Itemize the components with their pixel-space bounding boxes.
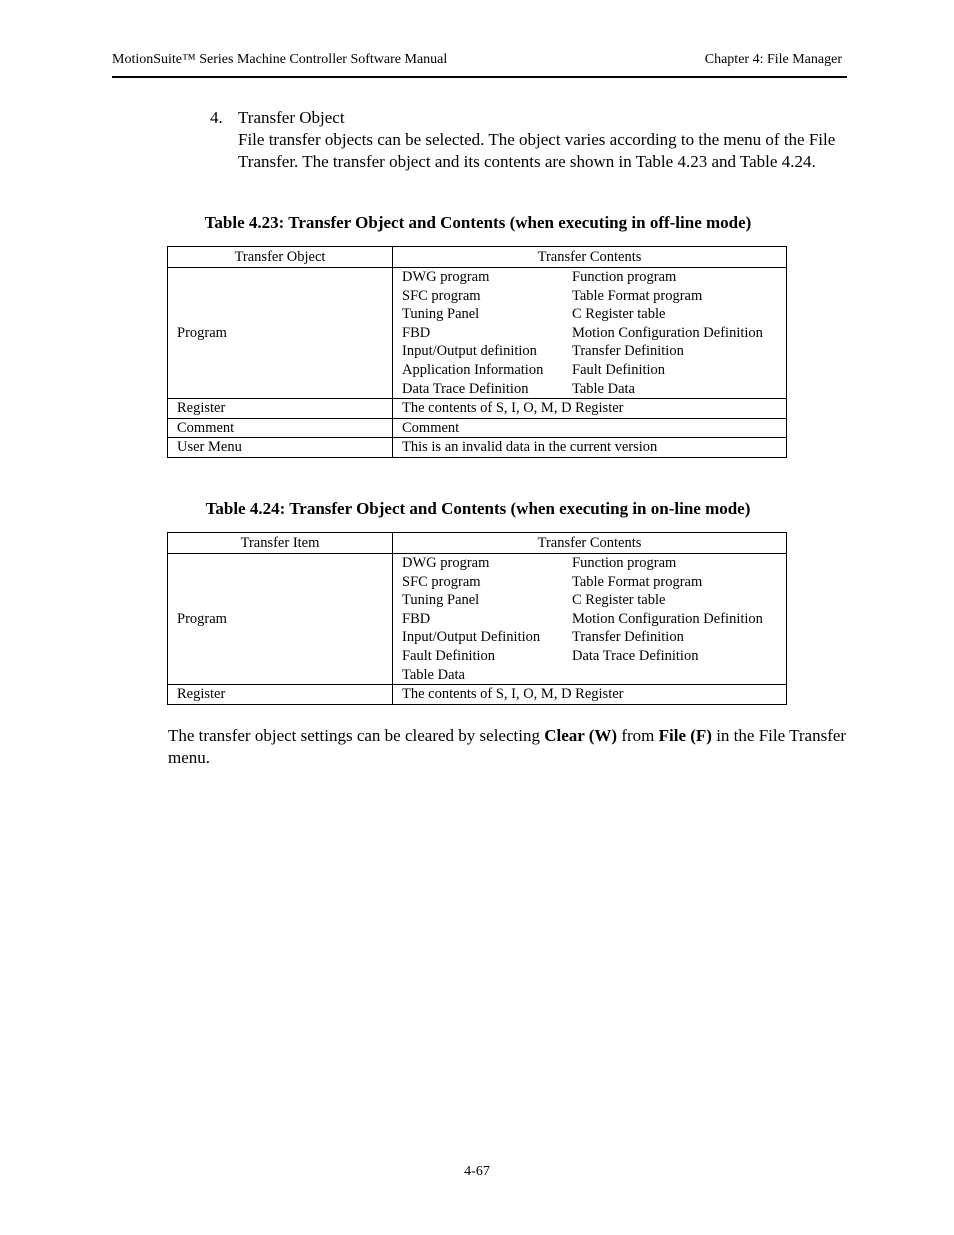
closing-text: The transfer object settings can be cleared by selecting bbox=[168, 726, 545, 745]
table-cell: Register bbox=[168, 685, 393, 705]
program-item-row bbox=[402, 666, 777, 685]
program-contents-cell bbox=[393, 268, 787, 399]
program-item: Transfer Definition bbox=[572, 343, 684, 360]
clear-menu-ref: Clear (W) bbox=[544, 726, 618, 745]
program-item: Fault Definition bbox=[402, 647, 496, 664]
program-item-row bbox=[402, 591, 777, 610]
closing-text: from bbox=[617, 726, 659, 745]
program-item: Data Trace Definition bbox=[572, 647, 699, 664]
program-item-row bbox=[402, 380, 777, 399]
page-header bbox=[112, 52, 847, 78]
table-cell: Program bbox=[168, 554, 393, 685]
table-row bbox=[168, 554, 787, 685]
table-row bbox=[168, 438, 787, 458]
program-item bbox=[572, 666, 777, 685]
program-item-row bbox=[402, 287, 777, 306]
program-item-row bbox=[402, 610, 777, 629]
closing-text: in the File Transfer menu. bbox=[168, 726, 847, 767]
program-item-row bbox=[402, 573, 777, 592]
program-item: DWG program bbox=[402, 269, 490, 285]
table-cell: This is an invalid data in the current version bbox=[393, 438, 787, 458]
program-item: SFC program bbox=[402, 287, 481, 304]
program-item: Motion Configuration Definition bbox=[572, 610, 763, 627]
table-cell: Program bbox=[168, 268, 393, 399]
table-cell: The contents of S, I, O, M, D Register bbox=[393, 399, 787, 419]
program-item: Tuning Panel bbox=[402, 592, 480, 609]
table-row bbox=[168, 685, 787, 705]
program-item: Table Format program bbox=[572, 573, 703, 590]
program-item: Input/Output Definition bbox=[402, 629, 541, 646]
program-item-row bbox=[402, 324, 777, 343]
program-item: Tuning Panel bbox=[402, 306, 480, 323]
table-header-cell: Transfer Object bbox=[168, 247, 393, 268]
program-item: C Register table bbox=[572, 306, 666, 323]
table-row bbox=[168, 418, 787, 438]
program-item: Input/Output definition bbox=[402, 343, 537, 360]
table-cell: User Menu bbox=[168, 438, 393, 458]
table1-caption: Table 4.23: Transfer Object and Contents (when executing in off-line mode) bbox=[204, 213, 752, 232]
table-header-cell: Transfer Item bbox=[168, 533, 393, 554]
program-item: Table Format program bbox=[572, 287, 703, 304]
program-item: Function program bbox=[572, 269, 677, 285]
program-item-row bbox=[402, 342, 777, 361]
program-item: Table Data bbox=[572, 380, 635, 397]
program-item: Fault Definition bbox=[572, 361, 666, 378]
program-item-row bbox=[402, 268, 777, 287]
table-header-row bbox=[168, 247, 787, 268]
program-item-row bbox=[402, 628, 777, 647]
table-cell: Comment bbox=[168, 418, 393, 438]
list-item-transfer-object bbox=[210, 107, 843, 173]
file-menu-ref: File (F) bbox=[658, 726, 712, 745]
program-item-row bbox=[402, 305, 777, 324]
item-title: Transfer Object bbox=[238, 108, 345, 127]
table-online-transfer bbox=[167, 532, 787, 705]
program-item-row bbox=[402, 647, 777, 666]
program-item: C Register table bbox=[572, 592, 666, 609]
page-number: 4-67 bbox=[464, 1164, 490, 1179]
program-item: Application Information bbox=[402, 361, 544, 378]
manual-title: MotionSuite™ Series Machine Controller Software Manual bbox=[112, 52, 448, 67]
table-cell: Comment bbox=[393, 418, 787, 438]
closing-paragraph bbox=[168, 725, 848, 769]
program-item: DWG program bbox=[402, 555, 490, 571]
table-header-row bbox=[168, 533, 787, 554]
program-item: SFC program bbox=[402, 573, 481, 590]
chapter-title: Chapter 4: File Manager bbox=[704, 52, 842, 67]
table-offline-transfer bbox=[167, 246, 787, 458]
table2-caption: Table 4.24: Transfer Object and Contents (when executing in on-line mode) bbox=[205, 499, 751, 518]
program-contents-cell bbox=[393, 554, 787, 685]
program-item: Motion Configuration Definition bbox=[572, 324, 763, 341]
table-row bbox=[168, 268, 787, 399]
table-cell: The contents of S, I, O, M, D Register bbox=[393, 685, 787, 705]
table-row bbox=[168, 399, 787, 419]
program-item-row bbox=[402, 361, 777, 380]
table-header-cell: Transfer Contents bbox=[393, 247, 787, 268]
program-item: FBD bbox=[402, 610, 431, 627]
program-item: Function program bbox=[572, 555, 677, 571]
program-item: Data Trace Definition bbox=[402, 380, 529, 397]
program-item: Transfer Definition bbox=[572, 629, 684, 646]
program-item-row bbox=[402, 554, 777, 573]
item-number: 4. bbox=[210, 108, 223, 127]
program-item: Table Data bbox=[402, 666, 465, 683]
table-cell: Register bbox=[168, 399, 393, 419]
program-item: FBD bbox=[402, 324, 431, 341]
item-body: File transfer objects can be selected. The object varies according to the menu of the File Transfer. The transfer object and its contents are shown in Table 4.23 and Table 4.24. bbox=[238, 130, 836, 171]
table-header-cell: Transfer Contents bbox=[393, 533, 787, 554]
